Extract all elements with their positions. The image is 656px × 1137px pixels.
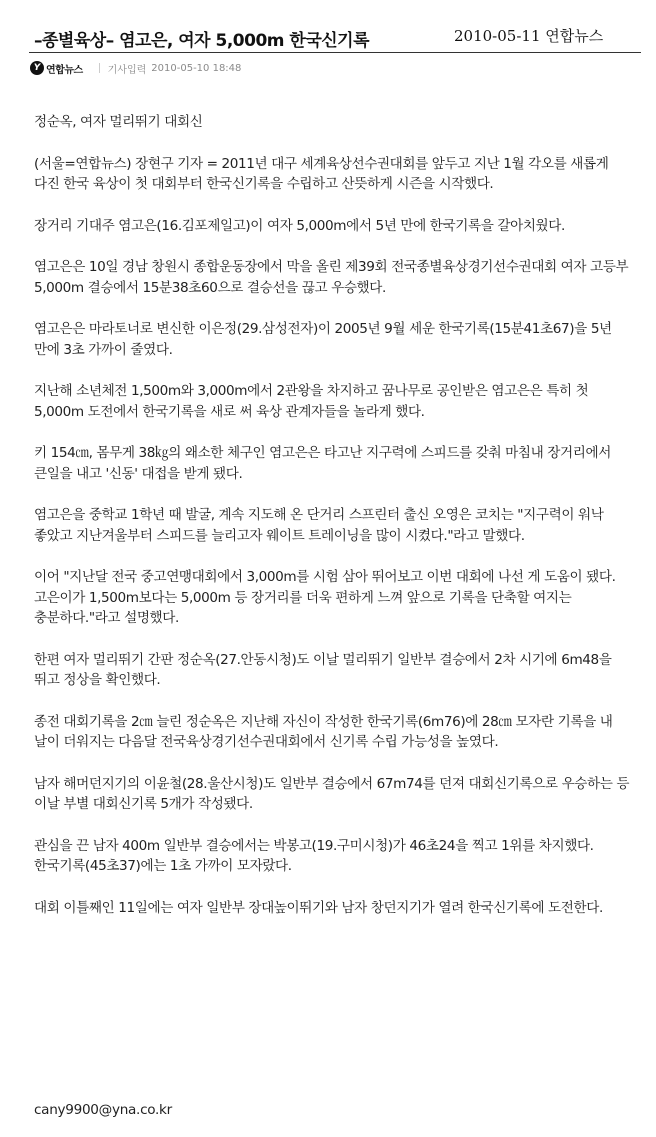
article-paragraph: 염고은은 10일 경남 창원시 종합운동장에서 막을 올린 제39회 전국종별육상경기선수권대회 여자 고등부 5,000m 결승에서 15분38초60으로 결승선을 끊고 우승했다.	[34, 259, 629, 296]
article-paragraph: 관심을 끈 남자 400m 일반부 결승에서는 박봉고(19.구미시청)가 46초24을 찍고 1위를 차지했다. 한국기록(45초37)에는 1초 가까이 모자랐다.	[34, 837, 594, 874]
headline: –종별육상– 염고은, 여자 5,000m 한국신기록	[34, 31, 370, 51]
article-paragraph: 남자 해머던지기의 이윤철(28.울산시청)도 일반부 결승에서 67m74를 던져 대회신기록으로 우승하는 등 이날 부별 대회신기록 5개가 작성됐다.	[34, 775, 630, 812]
meta-separator	[99, 63, 100, 73]
article-paragraph: (서울=연합뉴스) 장현구 기자 = 2011년 대구 세계육상선수권대회를 앞두고 지난 1월 각오를 새롭게 다진 한국 육상이 첫 대회부터 한국신기록을 수립하고 산뜻하게 시즌을 시작했다.	[34, 155, 609, 192]
article-paragraph: 대회 이틀째인 11일에는 여자 일반부 장대높이뛰기와 남자 창던지기가 열려 한국신기록에 도전한다.	[34, 899, 603, 916]
article-paragraph: 지난해 소년체전 1,500m와 3,000m에서 2관왕을 차지하고 꿈나무로 공인받은 염고은은 특히 첫 5,000m 도전에서 한국기록을 새로 써 육상 관계자들을 놀라게 했다.	[34, 383, 589, 420]
yonhap-logo-icon: Y	[30, 61, 44, 75]
reporter-email: cany9900@yna.co.kr	[34, 1102, 172, 1118]
yonhap-logo	[30, 61, 83, 76]
article-paragraph: 종전 대회기록을 2㎝ 늘린 정순옥은 지난해 자신이 작성한 한국기록(6m76)에 28㎝ 모자란 기록을 내 날이 더워지는 다음달 전국육상경기선수권대회에서 신기록 수립 가능성을 높였다.	[34, 713, 613, 750]
article-paragraph: 염고은은 마라토너로 변신한 이은정(29.삼성전자)이 2005년 9월 세운 한국기록(15분41초67)을 5년 만에 3초 가까이 줄였다.	[34, 321, 612, 358]
article-subheading: 정순옥, 여자 멀리뛰기 대회신	[34, 114, 203, 130]
logo-text: 연합뉴스	[46, 64, 83, 76]
source-row	[30, 60, 241, 76]
article-paragraph: 염고은을 중학교 1학년 때 발굴, 계속 지도해 온 단거리 스프린터 출신 오영은 코치는 "지구력이 워낙 좋았고 지난겨울부터 스피드를 늘리고자 웨이트 트레이닝을 많이 시켰다."라고 말했다.	[34, 507, 604, 544]
dateline: 2010-05-11 연합뉴스	[454, 27, 604, 45]
article-paragraph: 한편 여자 멀리뛰기 간판 정순옥(27.안동시청)도 이날 멀리뛰기 일반부 결승에서 2차 시기에 6m48을 뛰고 정상을 확인했다.	[34, 651, 612, 688]
meta-label: 기사입력	[107, 64, 147, 76]
header-divider	[29, 52, 641, 53]
article-paragraph: 키 154㎝, 몸무게 38㎏의 왜소한 체구인 염고은은 타고난 지구력에 스피드를 갖춰 마침내 장거리에서 큰일을 내고 '신동' 대접을 받게 됐다.	[34, 445, 611, 482]
article-paragraph: 이어 "지난달 전국 중고연맹대회에서 3,000m를 시험 삼아 뛰어보고 이번 대회에 나선 게 도움이 됐다. 고은이가 1,500m보다는 5,000m 등 장거리를 더욱 편하게 느껴 앞으로 기록을 단축할 여지는 충분하다."라고 설명했다.	[34, 569, 616, 626]
article-paragraph: 장거리 기대주 염고은(16.김포제일고)이 여자 5,000m에서 5년 만에 한국기록을 갈아치웠다.	[34, 217, 565, 234]
meta-time: 2010-05-10 18:48	[151, 62, 242, 74]
article-body	[34, 112, 634, 939]
